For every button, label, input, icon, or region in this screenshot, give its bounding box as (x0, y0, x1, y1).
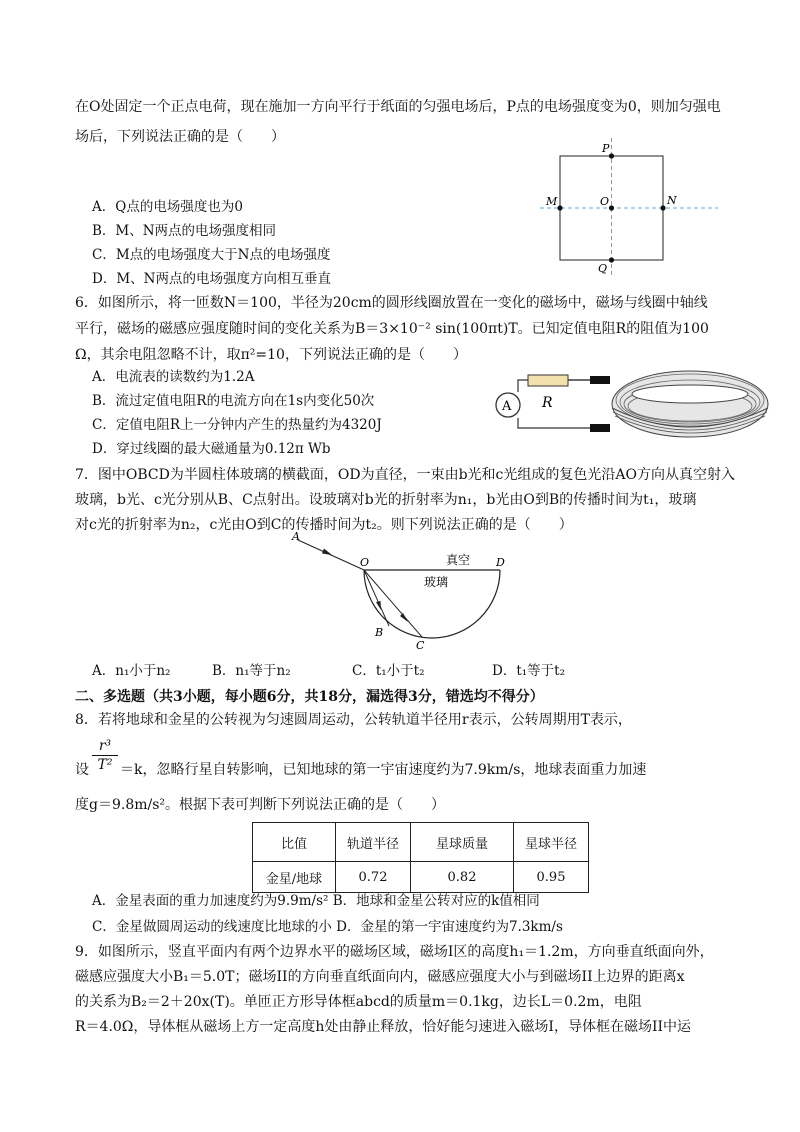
ammeter-label: A (502, 399, 512, 414)
q6-line1: 6．如图所示，将一匝数N＝100，半径为20cm的圆形线圈放置在一变化的磁场中，磁场与线圈中轴线 (75, 295, 708, 311)
q5-stem-line2: 场后，下列说法正确的是（ ） (75, 129, 285, 145)
label-b: B (375, 626, 384, 639)
q6-line2: 平行，磁场的磁感应强度随时间的变化关系为B＝3×10⁻² sin(100πt)T。已知定值电阻R的阻值为100 (75, 321, 709, 337)
q5-option-a: A．Q点的电场强度也为0 (92, 199, 243, 215)
q8-options-line1: A．金星表面的重力加速度约为9.9m/s² B．地球和金星公转对应的k值相同 (92, 893, 540, 909)
q7-line1: 7．图中OBCD为半圆柱体玻璃的横截面，OD为直径，一束由b光和c光组成的复色光沿AO方向从真空射入 (75, 467, 735, 483)
table-cell: 0.72 (336, 862, 411, 893)
q7-option-d: D．t₁等于t₂ (492, 663, 565, 679)
table-cell: 0.82 (411, 862, 514, 893)
table-cell: 0.95 (514, 862, 589, 893)
table-cell: 金星/地球 (253, 862, 336, 893)
q8-fraction-denominator: T² (97, 757, 113, 773)
q7-glass-diagram (282, 530, 522, 650)
q6-option-b: B．流过定值电阻R的电流方向在1s内变化50次 (92, 393, 375, 409)
label-glass: 玻璃 (424, 575, 449, 589)
label-c: C (416, 639, 425, 650)
table-row (253, 862, 589, 893)
label-p: P (602, 142, 610, 155)
label-vacuum: 真空 (446, 553, 471, 567)
label-n: N (667, 194, 677, 207)
q8-line2: ＝k，忽略行星自转影响，已知地球的第一宇宙速度约为7.9km/s，地球表面重力加速 (120, 762, 647, 778)
q5-field-diagram (540, 138, 720, 280)
q5-option-d: D．M、N两点的电场强度方向相互垂直 (92, 271, 331, 287)
label-q: Q (598, 262, 608, 275)
coil-icon (612, 371, 768, 437)
q8-options-line2: C．金星做圆周运动的线速度比地球的小 D．金星的第一宇宙速度约为7.3km/s (92, 919, 563, 935)
q9-line1: 9．如图所示，竖直平面内有两个边界水平的磁场区域，磁场Ⅰ区的高度h₁＝1.2m，方向垂直纸面向外， (75, 944, 714, 960)
resistor-icon (528, 375, 568, 386)
q8-fraction (92, 737, 118, 774)
table-header-cell: 轨道半径 (336, 823, 411, 862)
q8-line1: 8．若将地球和金星的公转视为匀速圆周运动，公转轨道半径用r表示，公转周期用T表示， (75, 712, 632, 728)
table-header-cell: 星球半径 (514, 823, 589, 862)
q8-line3: 度g＝9.8m/s²。根据下表可判断下列说法正确的是（ ） (75, 797, 446, 813)
q6-coil-circuit-diagram (490, 368, 780, 440)
label-o: O (360, 556, 370, 569)
q8-ratio-table (252, 822, 589, 893)
section-heading: 二、多选题（共3小题，每小题6分，共18分，漏选得3分，错选均不得分） (75, 689, 544, 705)
q7-line2: 玻璃，b光、c光分别从B、C点射出。设玻璃对b光的折射率为n₁，b光由O到B的传播时间为t₁，玻璃 (75, 492, 697, 508)
label-d: D (496, 556, 505, 569)
q8-line2-prefix: 设 (75, 762, 89, 778)
q5-stem-line1: 在O处固定一个正点电荷，现在施加一方向平行于纸面的匀强电场后，P点的电场强度变为0，则加匀强电 (75, 99, 721, 115)
resistor-label: R (542, 395, 553, 411)
q5-option-b: B．M、N两点的电场强度相同 (92, 223, 277, 239)
label-a: A (292, 530, 300, 543)
q8-fraction-numerator: r³ (92, 737, 118, 756)
table-header-row (253, 823, 589, 862)
q7-option-c: C．t₁小于t₂ (352, 663, 425, 679)
q6-option-c: C．定值电阻R上一分钟内产生的热量约为4320J (92, 417, 382, 433)
label-m: M (546, 195, 558, 208)
q6-option-d: D．穿过线圈的最大磁通量为0.12π Wb (92, 441, 331, 457)
q6-line3: Ω，其余电阻忽略不计，取π²=10，下列说法正确的是（ ） (75, 347, 467, 363)
q7-option-b: B．n₁等于n₂ (212, 663, 291, 679)
label-o: O (600, 195, 610, 208)
table-header-cell: 比值 (253, 823, 336, 862)
q5-option-c: C．M点的电场强度大于N点的电场强度 (92, 247, 331, 263)
q9-line3: 的关系为B₂＝2＋20x(T)。单匝正方形导体框abcd的质量m＝0.1kg，边长L＝0.2m，电阻 (75, 994, 642, 1010)
q9-line2: 磁感应强度大小B₁＝5.0T；磁场II的方向垂直纸面向内，磁感应强度大小与到磁场II上边界的距离x (75, 969, 685, 985)
q7-line3: 对c光的折射率为n₂，c光由O到C的传播时间为t₂。则下列说法正确的是（ ） (75, 517, 573, 533)
q6-option-a: A．电流表的读数约为1.2A (92, 369, 255, 385)
q9-line4: R＝4.0Ω，导体框从磁场上方一定高度h处由静止释放，恰好能匀速进入磁场I，导体框在磁场II中运 (75, 1019, 692, 1035)
table-header-cell: 星球质量 (411, 823, 514, 862)
q7-option-a: A．n₁小于n₂ (92, 663, 171, 679)
